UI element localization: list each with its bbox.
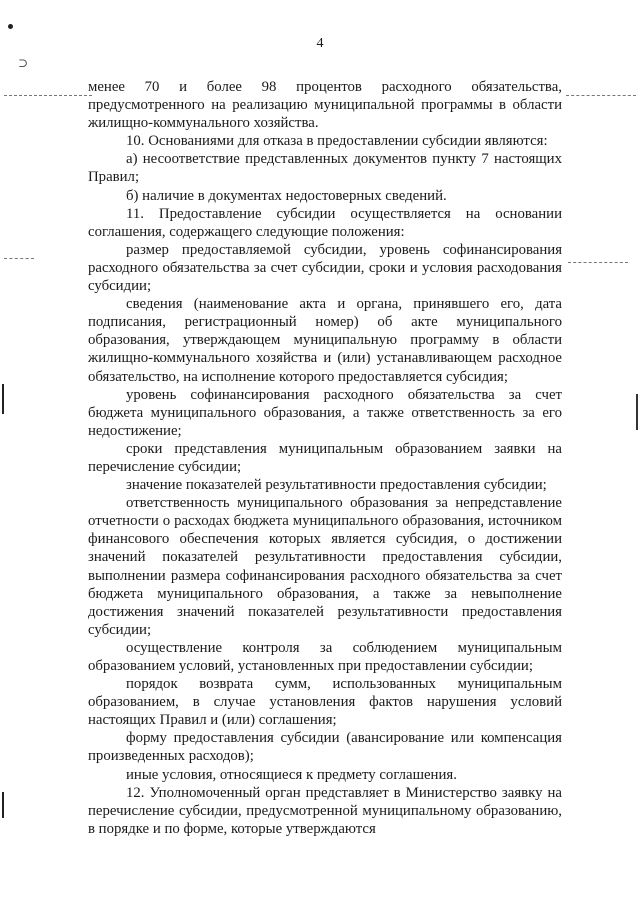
paragraph: 10. Основаниями для отказа в предоставлении субсидии являются: — [126, 133, 548, 150]
scan-line-artifact — [568, 262, 628, 263]
scan-line-artifact — [4, 258, 34, 259]
scan-line-artifact — [4, 95, 92, 96]
paragraph: менее 70 и более 98 процентов расходного обязательства, предусмотренного на реализацию муниципальной программы в области жилищно-коммунального хозяйства. — [88, 79, 562, 132]
paragraph: 11. Предоставление субсидии осуществляется на основании соглашения, содержащего следующие положения: — [88, 205, 562, 240]
scan-edge-mark — [2, 384, 4, 414]
paragraph: уровень софинансирования расходного обязательства за счет бюджета муниципального образования, а также ответственность за его недостижение; — [88, 386, 562, 439]
paragraph: значение показателей результативности предоставления субсидии; — [126, 477, 547, 494]
document-body — [88, 78, 562, 838]
page-number: 4 — [316, 36, 324, 51]
paragraph: а) несоответствие представленных документов пункту 7 настоящих Правил; — [88, 151, 562, 186]
paragraph: размер предоставляемой субсидии, уровень софинансирования расходного обязательства за счет субсидии, сроки и условия расходования субсидии; — [88, 241, 562, 295]
scan-line-artifact — [566, 95, 636, 96]
scan-dot-mark — [8, 24, 13, 29]
scan-edge-mark — [2, 792, 4, 818]
paragraph: сведения (наименование акта и органа, принявшего его, дата подписания, регистрационный номер) об акте муниципального образования, утверждающем муниципальную программу в области жилищно-коммунального хозяйства и (или) устанавливающем расходное обязательство, на исполнение которого предоставляется субсидия; — [88, 296, 562, 385]
scan-curve-mark: ⊃ — [18, 56, 29, 70]
paragraph: иные условия, относящиеся к предмету соглашения. — [126, 766, 457, 783]
paragraph: сроки представления муниципальным образованием заявки на перечисление субсидии; — [88, 440, 562, 475]
paragraph: порядок возврата сумм, использованных муниципальным образованием, в случае установления фактов нарушения условий настоящих Правил и (или) соглашения; — [88, 676, 562, 729]
paragraph: б) наличие в документах недостоверных сведений. — [126, 187, 447, 204]
scan-edge-mark — [636, 394, 638, 430]
paragraph: осуществление контроля за соблюдением муниципальным образованием условий, установленных при предоставлении субсидии; — [88, 639, 562, 674]
paragraph: форму предоставления субсидии (авансирование или компенсация произведенных расходов); — [88, 730, 562, 765]
paragraph: ответственность муниципального образования за непредставление отчетности о расходах бюджета муниципального образования, источником финансового обеспечения которых является субсидия, о достижении значений показателей результативности предоставления субсидии, выполнении размера софинансирования расходного обязательства за счет бюджета муниципального образования, а также за невыполнение достижения значений показателей результативности предоставления субсидии; — [88, 495, 562, 638]
paragraph: 12. Уполномоченный орган представляет в Министерство заявку на перечисление субсидии, предусмотренной муниципальному образованию, в порядке и по форме, которые утверждаются — [88, 784, 562, 837]
